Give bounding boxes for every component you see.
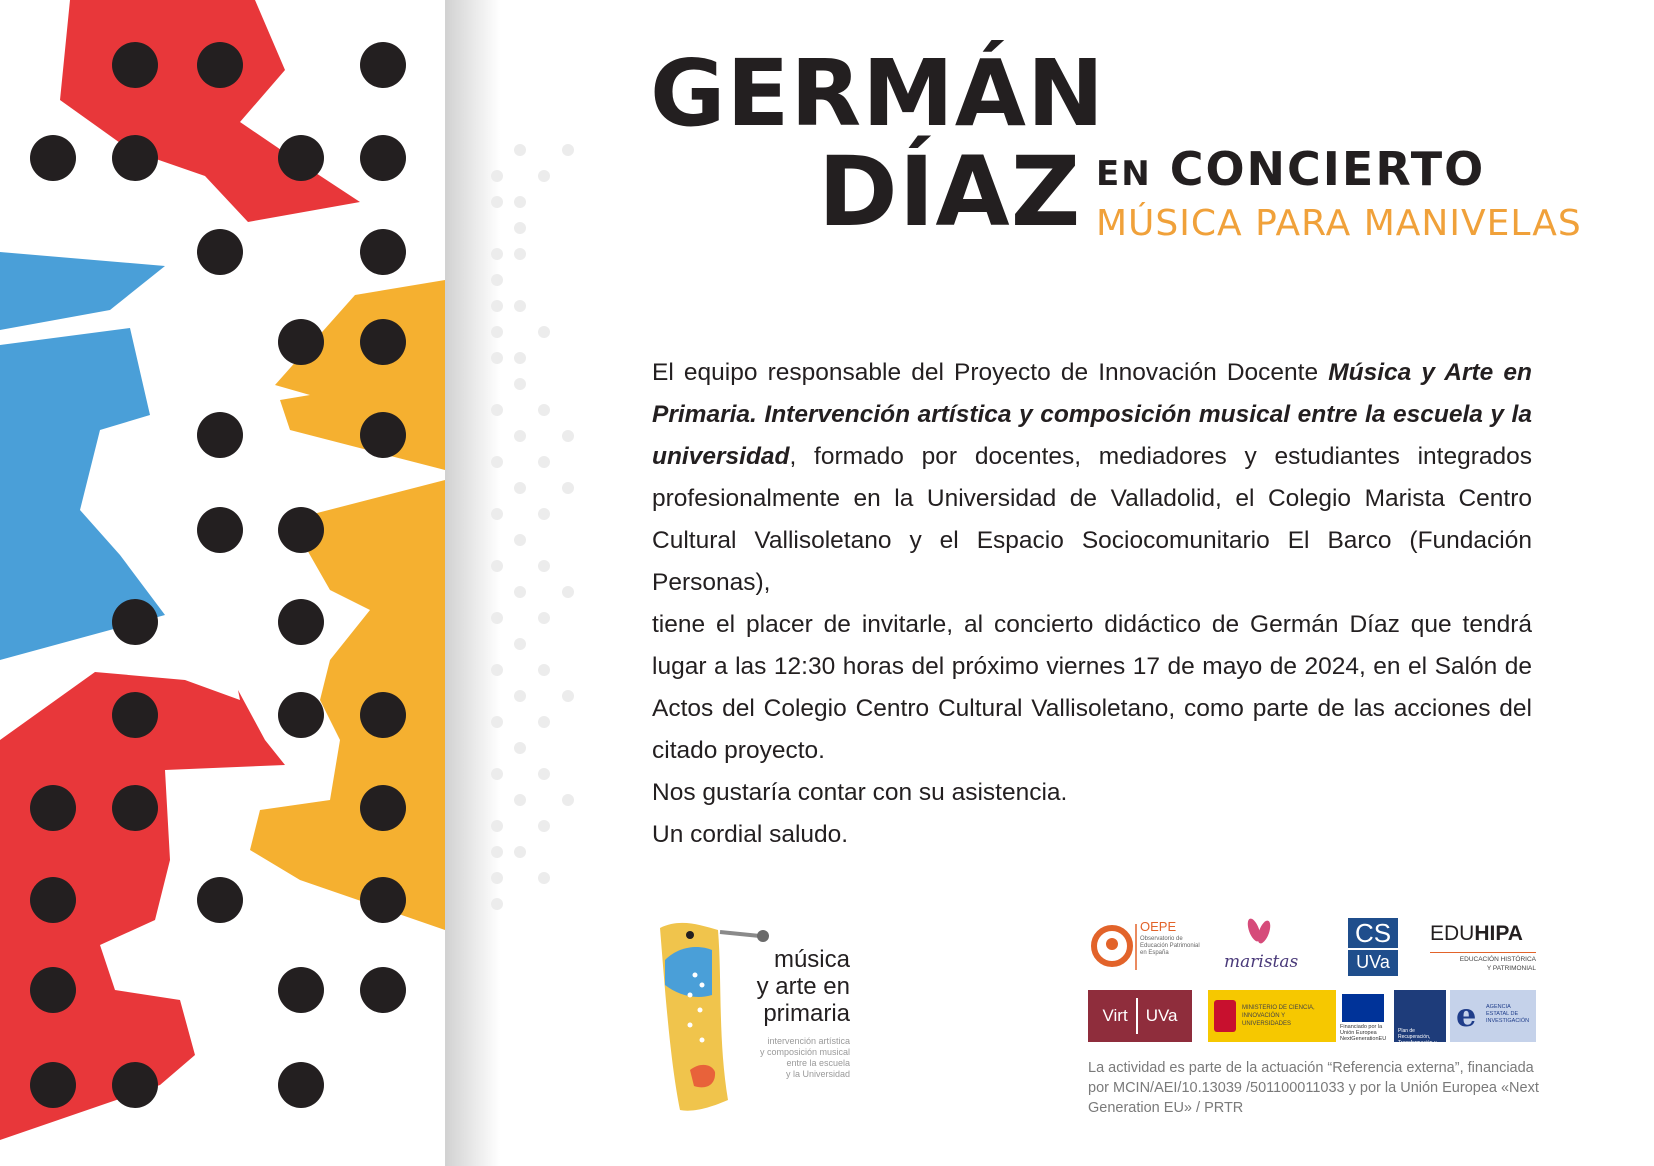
- virt-text: Virt: [1102, 1006, 1128, 1025]
- cs-uva-logo: [1348, 918, 1398, 976]
- virt-separator: [1136, 998, 1138, 1034]
- invitation-body: [652, 352, 1532, 856]
- eduhipa-sub2: Y PATRIMONIAL: [1486, 965, 1536, 972]
- prtr-logo: [1394, 990, 1446, 1052]
- eduhipa-sub1: EDUCACIÓN HISTÓRICA: [1459, 956, 1536, 963]
- oepe-logo-mark: [1094, 924, 1136, 970]
- prtr-text: Plan de Recuperación, Transformación y Resiliencia: [1398, 1028, 1437, 1052]
- faint-braille-column: [491, 144, 574, 910]
- virt-uva-text: UVa: [1145, 1006, 1178, 1025]
- paragraph-closing: Un cordial saludo.: [652, 821, 849, 848]
- project-logo-line3: primaria: [763, 1000, 850, 1027]
- eduhipa-hipa: HIPA: [1474, 922, 1523, 945]
- aei-e-icon: e: [1456, 996, 1477, 1034]
- subtitle-concierto: [1096, 142, 1486, 196]
- yellow-shape-bottom: [250, 480, 445, 930]
- project-title: Música y Arte en Primaria. Intervención artística y composición musical entre la escuela y la universidad: [652, 359, 1532, 470]
- eduhipa-logo: [1430, 922, 1523, 946]
- oepe-logo-text: OEPE: [1140, 919, 1177, 934]
- paragraph-attendance: Nos gustaría contar con su asistencia.: [652, 779, 1068, 806]
- aei-logo: [1450, 990, 1536, 1042]
- paragraph-intro: [652, 352, 1532, 604]
- project-logo-line2: y arte en: [756, 973, 850, 1000]
- eu-text: Financiado por la Unión Europea NextGenerationEU: [1340, 1024, 1387, 1042]
- virt-uva-logo: [1088, 990, 1192, 1042]
- tagline-2: y composición musical: [759, 1047, 850, 1057]
- aei-text: AGENCIA ESTATAL DE INVESTIGACIÓN: [1486, 1004, 1530, 1024]
- paragraph-invitation: tiene el placer de invitarle, al concierto didáctico de Germán Díaz que tendrá lugar a las 12:30 horas del próximo viernes 17 de mayo de 2024, en el Salón de Actos del Colegio Centro Cultural Vallisoletano, como parte de las acciones del citado proyecto.: [652, 611, 1532, 764]
- spain-shield-icon: [1214, 1000, 1236, 1032]
- subtitle-en: EN: [1096, 154, 1152, 194]
- eu-flag-icon: [1342, 994, 1384, 1022]
- eduhipa-subtext: [1430, 952, 1536, 973]
- project-logo-tagline: [738, 1036, 850, 1080]
- project-logo-text: [740, 946, 850, 1027]
- ministerio-logo: [1208, 990, 1336, 1042]
- oepe-logo-subtext: Observatorio de Educación Patrimonial en España: [1140, 936, 1200, 956]
- subtitle-concierto-word: CONCIERTO: [1169, 142, 1486, 196]
- eu-logo: [1338, 990, 1390, 1042]
- maristas-logo: maristas: [1224, 952, 1299, 972]
- cs-logo-text: CS: [1354, 918, 1392, 948]
- ministerio-text: MINISTERIO DE CIENCIA, INNOVACIÓN Y UNIVERSIDADES: [1242, 1005, 1315, 1027]
- intro-text: El equipo responsable del Proyecto de Innovación Docente: [652, 359, 1329, 386]
- maristas-logo-mark: [1245, 917, 1273, 945]
- artist-name-line2: DÍAZ: [818, 136, 1082, 248]
- subtitle-musica-para-manivelas: MÚSICA PARA MANIVELAS: [1096, 203, 1582, 244]
- artist-name-line1: GERMÁN: [650, 40, 1105, 147]
- yellow-shape-top: [275, 280, 445, 470]
- tagline-3: entre la escuela: [786, 1058, 850, 1068]
- tagline-1: intervención artística: [767, 1036, 850, 1046]
- project-logo-line1: música: [773, 946, 850, 973]
- intro-rest-text: , formado por docentes, mediadores y estudiantes integrados profesionalmente en la Universidad de Valladolid, el Colegio Marista Centro Cultural Vallisoletano y el Espacio Sociocomunitario El Barco (Fundación Personas),: [652, 443, 1532, 596]
- tagline-4: y la Universidad: [785, 1069, 850, 1079]
- funding-note: La actividad es parte de la actuación “Referencia externa”, financiada por MCIN/AEI/10.13039 /501100011033 y por la Unión Europea «Next Generation EU» / PRTR: [1088, 1060, 1539, 1116]
- red-shape-top: [60, 0, 360, 222]
- cs-uva-text: UVa: [1348, 948, 1398, 974]
- blue-shape: [0, 252, 165, 330]
- eduhipa-edu: EDU: [1430, 922, 1475, 945]
